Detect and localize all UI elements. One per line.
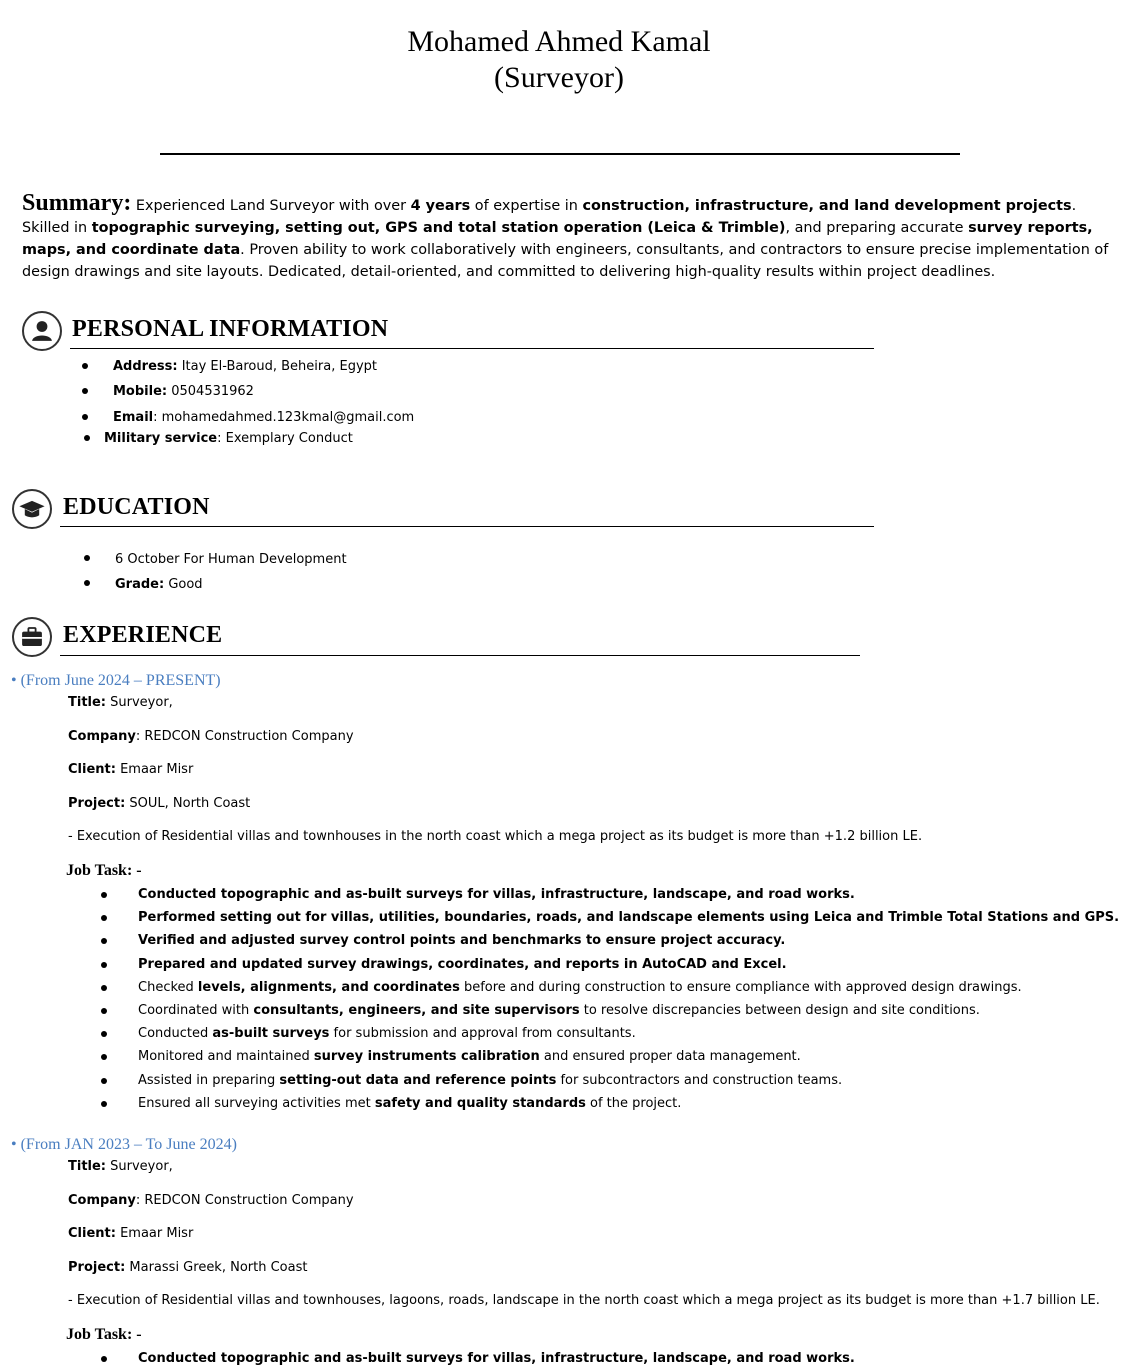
- job-task-heading: Job Task: -: [66, 862, 142, 879]
- text: Coordinated with: [138, 1003, 254, 1018]
- text: of the project.: [585, 1096, 682, 1111]
- field-label: Client:: [68, 762, 116, 777]
- summary-text: [22, 198, 1108, 280]
- bold-text: Verified and adjusted survey control points and benchmarks to ensure project accuracy.: [138, 933, 786, 948]
- bold-text: levels, alignments, and coordinates: [197, 980, 460, 995]
- bullet-dot: [101, 1078, 107, 1084]
- education-title: EDUCATION: [63, 494, 210, 520]
- graduation-cap-icon: [12, 489, 52, 529]
- field-label: Project:: [68, 1260, 126, 1275]
- text: . Proven ability to work collaboratively with engineers, consultants, and contractors to ensure precise implementation of design drawings and site layouts. Dedicated, detail-oriented, and committed to delivering high-quality results within project deadlines.: [22, 242, 1109, 280]
- experience-title: EXPERIENCE: [63, 622, 223, 648]
- job-task-item: [138, 1072, 842, 1090]
- bullet-dot: [101, 985, 107, 991]
- field-label: Company: [68, 729, 136, 744]
- summary-label: Summary:: [22, 190, 132, 216]
- bullet-dot: [101, 1356, 107, 1362]
- job-field: [68, 761, 193, 779]
- bold-text: construction, infrastructure, and land development projects: [582, 198, 1072, 214]
- bullet-dot: [101, 938, 107, 944]
- job-field: [68, 1225, 193, 1243]
- bold-text: survey reports, maps, and coordinate data: [22, 220, 1093, 258]
- job-task-item: [138, 1025, 636, 1043]
- job-task-item: [138, 956, 787, 974]
- field-value: Emaar Misr: [115, 1226, 194, 1241]
- field-label: Grade:: [115, 577, 165, 592]
- bold-text: as-built surveys: [212, 1026, 330, 1041]
- job-field: [68, 1158, 173, 1176]
- bullet-dot: [101, 1101, 107, 1107]
- bold-text: setting-out data and reference points: [279, 1073, 557, 1088]
- field-value: Surveyor,: [106, 695, 173, 710]
- job-period: • (From JAN 2023 – To June 2024): [11, 1136, 237, 1153]
- field-value: : REDCON Construction Company: [135, 1193, 354, 1208]
- field-value: : Exemplary Conduct: [217, 431, 353, 446]
- text: Ensured all surveying activities met: [138, 1096, 375, 1111]
- bold-text: Prepared and updated survey drawings, coordinates, and reports in AutoCAD and Excel.: [138, 957, 787, 972]
- education-divider: [60, 526, 874, 527]
- field-label: Title:: [68, 695, 107, 710]
- text: Conducted: [138, 1026, 213, 1041]
- field-label: Company: [68, 1193, 136, 1208]
- field-value: 6 October For Human Development: [115, 552, 347, 567]
- field-value: SOUL, North Coast: [125, 796, 251, 811]
- field-value: Emaar Misr: [115, 762, 194, 777]
- education-item: [115, 551, 347, 569]
- personal-info-item: [113, 358, 377, 376]
- job-field: [68, 795, 250, 813]
- text: to resolve discrepancies between design and site conditions.: [579, 1003, 980, 1018]
- field-value: Itay El-Baroud, Beheira, Egypt: [177, 359, 377, 374]
- job-description: - Execution of Residential villas and townhouses in the north coast which a mega project as its budget is more than +1.2 billion LE.: [68, 829, 923, 844]
- job-task-heading: Job Task: -: [66, 1326, 142, 1343]
- bullet-dot: [101, 1031, 107, 1037]
- job-field: [68, 694, 173, 712]
- header-divider: [160, 153, 960, 155]
- bold-text: survey instruments calibration: [313, 1049, 540, 1064]
- personal-info-title: PERSONAL INFORMATION: [72, 316, 389, 342]
- text: and ensured proper data management.: [539, 1049, 801, 1064]
- job-task-item: [138, 1350, 855, 1368]
- bold-text: topographic surveying, setting out, GPS and total station operation (Leica & Trimble): [91, 220, 786, 236]
- briefcase-icon: [12, 617, 52, 657]
- text: Checked: [138, 980, 198, 995]
- bold-text: safety and quality standards: [374, 1096, 586, 1111]
- field-value: Good: [164, 577, 203, 592]
- personal-info-item: [113, 409, 414, 427]
- field-value: : mohamedahmed.123kmal@gmail.com: [153, 410, 415, 425]
- field-label: Client:: [68, 1226, 116, 1241]
- text: . Skilled in: [22, 198, 1077, 236]
- job-description: - Execution of Residential villas and townhouses, lagoons, roads, landscape in the north coast which a mega project as its budget is more than +1.7 billion LE.: [68, 1293, 1100, 1308]
- field-label: Address:: [113, 359, 178, 374]
- field-value: : REDCON Construction Company: [135, 729, 354, 744]
- job-task-item: [138, 979, 1022, 997]
- personal-info-divider: [70, 348, 874, 349]
- job-field: [68, 728, 354, 746]
- field-label: Email: [113, 410, 154, 425]
- text: for subcontractors and construction teams.: [556, 1073, 843, 1088]
- bullet-dot: [82, 363, 88, 369]
- education-item: [115, 576, 203, 594]
- person-icon: [22, 311, 62, 351]
- resume-role: (Surveyor): [494, 61, 624, 94]
- personal-info-item: [104, 430, 353, 448]
- text: Experienced Land Surveyor with over: [131, 198, 411, 214]
- bold-text: Conducted topographic and as-built surveys for villas, infrastructure, landscape, and road works.: [138, 1351, 855, 1366]
- field-value: 0504531962: [167, 384, 254, 399]
- bullet-dot: [84, 435, 90, 441]
- bullet-dot: [101, 1054, 107, 1060]
- bullet-dot: [84, 580, 90, 586]
- bold-text: 4 years: [410, 198, 471, 214]
- job-task-item: [138, 932, 785, 950]
- job-task-item: [138, 886, 855, 904]
- job-field: [68, 1259, 307, 1277]
- text: for submission and approval from consultants.: [329, 1026, 636, 1041]
- job-task-item: [138, 1048, 801, 1066]
- text: before and during construction to ensure compliance with approved design drawings.: [459, 980, 1022, 995]
- job-task-item: [138, 1002, 980, 1020]
- bullet-dot: [101, 1008, 107, 1014]
- bullet-dot: [101, 892, 107, 898]
- bullet-dot: [82, 414, 88, 420]
- field-value: Surveyor,: [106, 1159, 173, 1174]
- job-field: [68, 1192, 354, 1210]
- bullet-dot: [101, 915, 107, 921]
- bold-text: Performed setting out for villas, utilities, boundaries, roads, and landscape elements using Leica and Trimble Total Stations and GPS.: [138, 910, 1120, 925]
- bullet-dot: [84, 555, 90, 561]
- field-label: Mobile:: [113, 384, 168, 399]
- personal-info-item: [113, 383, 254, 401]
- job-task-item: [138, 1095, 681, 1113]
- text: Monitored and maintained: [138, 1049, 314, 1064]
- field-label: Military service: [104, 431, 218, 446]
- text: of expertise in: [470, 198, 583, 214]
- job-period: • (From June 2024 – PRESENT): [11, 672, 221, 689]
- field-value: Marassi Greek, North Coast: [125, 1260, 308, 1275]
- text: Assisted in preparing: [138, 1073, 280, 1088]
- field-label: Title:: [68, 1159, 107, 1174]
- bullet-dot: [82, 388, 88, 394]
- bullet-dot: [101, 962, 107, 968]
- bold-text: Conducted topographic and as-built surveys for villas, infrastructure, landscape, and road works.: [138, 887, 855, 902]
- summary-paragraph: [22, 192, 1122, 283]
- experience-divider: [60, 655, 860, 656]
- bold-text: consultants, engineers, and site supervisors: [253, 1003, 580, 1018]
- text: , and preparing accurate: [785, 220, 969, 236]
- field-label: Project:: [68, 796, 126, 811]
- resume-name: Mohamed Ahmed Kamal: [407, 25, 711, 58]
- job-task-item: [138, 909, 1119, 927]
